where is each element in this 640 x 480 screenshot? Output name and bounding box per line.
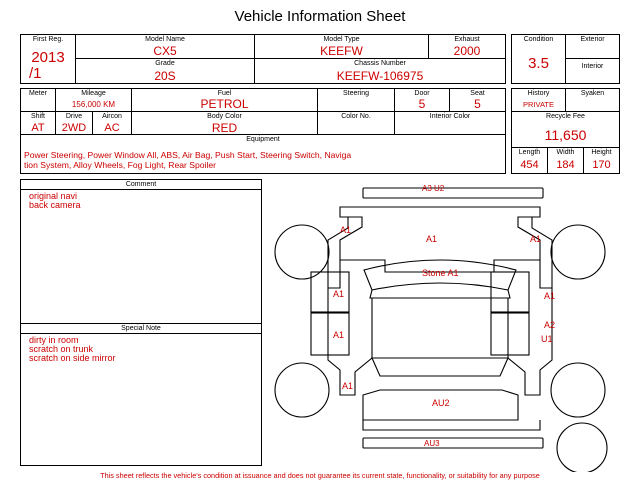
- comment-line-2: back camera: [29, 200, 81, 210]
- aircon-label: Aircon: [102, 113, 122, 120]
- fuel-label: Fuel: [217, 90, 232, 97]
- history-value: PRIVATE: [523, 100, 554, 109]
- shift-cell: [20, 111, 56, 135]
- mark-left-rear-door: A1: [333, 330, 345, 340]
- steering-cell: [317, 88, 395, 112]
- exhaust-cell: [428, 34, 506, 59]
- hood-outline: [340, 207, 540, 272]
- mark-right-front-fender: A1: [530, 234, 542, 244]
- chassis-cell: [254, 58, 506, 84]
- comment-panel: [20, 179, 262, 324]
- exterior-cell: [565, 34, 620, 59]
- mark-windshield: Stone A1: [422, 268, 459, 278]
- car-damage-diagram: [270, 180, 630, 472]
- comment-line-1: original navi: [29, 191, 78, 201]
- mark-rear-bumper: AU3: [424, 439, 440, 448]
- shift-label: Shift: [30, 113, 45, 120]
- model-name-cell: [75, 34, 255, 59]
- model-name-label: Model Name: [145, 36, 185, 43]
- first-reg-cell: [20, 34, 76, 84]
- special-note-label: Special Note: [21, 324, 261, 334]
- syaken-label: Syaken: [580, 90, 605, 97]
- comment-label: Comment: [21, 180, 261, 190]
- chassis-label: Chassis Number: [354, 60, 406, 67]
- drive-value: 2WD: [61, 122, 87, 134]
- mileage-cell: [55, 88, 132, 112]
- mark-left-rear-fender: A1: [342, 381, 354, 391]
- equipment-line-2: tion System, Alloy Wheels, Fog Light, Rear Spoiler: [24, 160, 217, 170]
- model-type-value: KEEFW: [320, 44, 363, 58]
- mark-front-bumper: A3 U2: [422, 184, 445, 193]
- rear-window: [372, 358, 508, 376]
- interior-color-cell: [394, 111, 506, 135]
- aircon-value: AC: [104, 122, 120, 134]
- color-no-label: Color No.: [341, 113, 371, 120]
- body-color-label: Body Color: [207, 113, 242, 120]
- special-note-panel: [20, 323, 262, 466]
- rear-left-wheel: [275, 363, 329, 417]
- exhaust-value: 2000: [453, 44, 481, 58]
- shift-value: AT: [31, 122, 45, 134]
- interior-color-label: Interior Color: [429, 113, 471, 120]
- recycle-fee-label: Recycle Fee: [546, 113, 585, 120]
- history-label: History: [527, 90, 550, 97]
- grade-label: Grade: [155, 60, 175, 67]
- mark-right-rear-door-1: A2: [544, 320, 556, 330]
- grade-cell: [75, 58, 255, 84]
- front-fender-right: [532, 217, 552, 288]
- height-value: 170: [592, 159, 611, 171]
- mileage-value: 156,000 KM: [71, 100, 116, 109]
- mark-left-front-fender: A1: [340, 225, 352, 235]
- front-bumper: [363, 188, 543, 198]
- grade-value: 20S: [154, 69, 176, 83]
- special-note-line-2: scratch on trunk: [29, 344, 94, 354]
- length-cell: [511, 147, 548, 174]
- condition-value: 3.5: [528, 55, 549, 72]
- length-value: 454: [520, 159, 539, 171]
- meter-cell: [20, 88, 56, 112]
- right-front-door: [491, 272, 529, 312]
- rear-bumper: [363, 438, 543, 448]
- length-label: Length: [518, 149, 541, 156]
- first-reg-year: 2013: [31, 49, 65, 66]
- width-cell: [547, 147, 584, 174]
- body-color-value: RED: [211, 121, 238, 135]
- fuel-cell: [131, 88, 318, 112]
- roof: [370, 290, 510, 298]
- seat-label: Seat: [470, 90, 485, 97]
- seat-value: 5: [474, 97, 481, 111]
- door-cell: [394, 88, 450, 112]
- model-name-value: CX5: [153, 44, 177, 58]
- mileage-label: Mileage: [81, 90, 106, 97]
- mark-trunk: AU2: [432, 398, 450, 408]
- first-reg-label: First Reg.: [32, 36, 64, 43]
- equipment-label: Equipment: [246, 136, 280, 143]
- recycle-fee-value: 11,650: [544, 127, 587, 143]
- drive-cell: [55, 111, 93, 135]
- left-side: [328, 288, 372, 395]
- first-reg-month: /1: [29, 65, 42, 82]
- width-value: 184: [556, 159, 575, 171]
- spare-wheel: [557, 423, 607, 472]
- model-type-label: Model Type: [323, 36, 360, 43]
- chassis-value: KEEFW-106975: [336, 69, 424, 83]
- color-no-cell: [317, 111, 395, 135]
- right-rear-door: [491, 313, 529, 355]
- disclaimer-footer: This sheet reflects the vehicle's condition at issuance and does not guarantee its current state, functionality, or suitability for any purpose: [100, 471, 540, 480]
- recycle-fee-cell: [511, 111, 620, 148]
- page-title: Vehicle Information Sheet: [234, 8, 406, 25]
- width-label: Width: [556, 149, 575, 156]
- mark-right-front-door: A1: [544, 291, 556, 301]
- height-label: Height: [591, 149, 612, 156]
- door-value: 5: [418, 97, 426, 111]
- special-note-line-1: dirty in room: [29, 335, 79, 345]
- rear-panel: [363, 420, 540, 430]
- equipment-line-1: Power Steering, Power Window All, ABS, Air Bag, Push Start, Steering Switch, Naviga: [24, 150, 352, 160]
- mark-left-front-door: A1: [333, 289, 345, 299]
- height-cell: [583, 147, 620, 174]
- front-right-wheel: [551, 225, 605, 279]
- interior-cell: [565, 58, 620, 84]
- body-color-cell: [131, 111, 318, 135]
- seat-cell: [449, 88, 506, 112]
- special-note-line-3: scratch on side mirror: [29, 353, 116, 363]
- front-left-wheel: [275, 225, 329, 279]
- exhaust-label: Exhaust: [454, 36, 480, 43]
- equipment-cell: [20, 134, 506, 174]
- steering-label: Steering: [342, 90, 370, 97]
- aircon-cell: [92, 111, 132, 135]
- condition-label: Condition: [523, 36, 554, 43]
- model-type-cell: [254, 34, 429, 59]
- condition-cell: [511, 34, 566, 84]
- fuel-value: PETROL: [200, 97, 249, 111]
- exterior-label: Exterior: [580, 36, 605, 43]
- history-cell: [511, 88, 566, 112]
- drive-label: Drive: [65, 113, 83, 120]
- meter-label: Meter: [29, 90, 47, 97]
- interior-label: Interior: [581, 63, 604, 70]
- door-label: Door: [414, 90, 430, 97]
- mark-hood: A1: [426, 234, 438, 244]
- rear-right-wheel: [551, 363, 605, 417]
- syaken-cell: [565, 88, 620, 112]
- mark-right-rear-door-2: U1: [541, 334, 553, 344]
